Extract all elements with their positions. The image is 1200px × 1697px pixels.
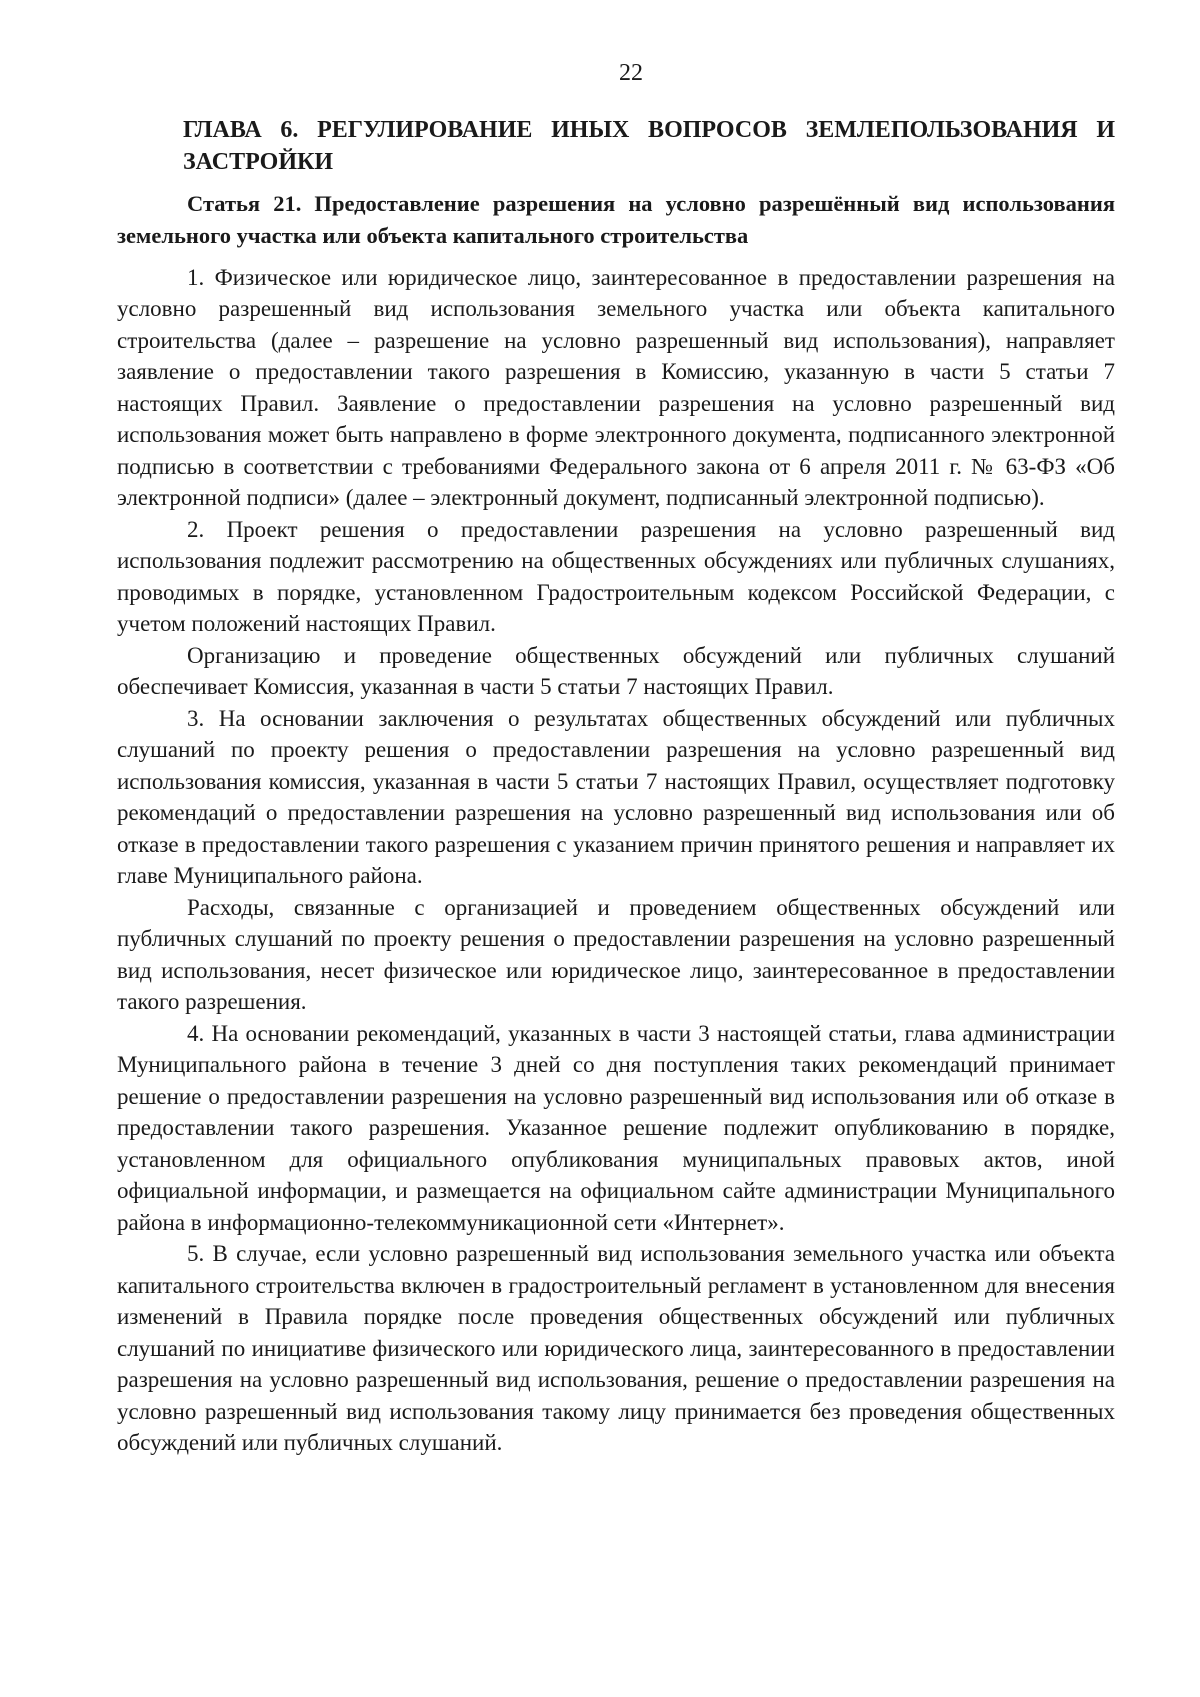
- chapter-title: ГЛАВА 6. РЕГУЛИРОВАНИЕ ИНЫХ ВОПРОСОВ ЗЕМЛЕПОЛЬЗОВАНИЯ И ЗАСТРОЙКИ: [183, 116, 1115, 175]
- paragraph-3: 3. На основании заключения о результатах общественных обсуждений или публичных слушаний по проекту решения о предоставлении разрешения на условно разрешенный вид использования комиссия, указанная в части 5 статьи 7 настоящих Правил, осуществляет подготовку рекомендаций о предоставлении разрешения на условно разрешенный вид использования или об отказе в предоставлении такого разрешения с указанием причин принятого решения и направляет их главе Муниципального района.: [117, 705, 1115, 889]
- paragraph-4: 4. На основании рекомендаций, указанных в части 3 настоящей статьи, глава администрации Муниципального района в течение 3 дней со дня поступления таких рекомендаций принимает решение о предоставлении разрешения на условно разрешенный вид использования или об отказе в предоставлении такого разрешения. Указанное решение подлежит опубликованию в порядке, установленном для официального опубликования муниципальных правовых актов, иной официальной информации, и размещается на официальном сайте администрации Муниципального района в информационно-телекоммуникационной сети «Интернет».: [117, 1020, 1115, 1235]
- paragraph-2-continuation: Организацию и проведение общественных обсуждений или публичных слушаний обеспечивает Комиссия, указанная в части 5 статьи 7 настоящих Правил.: [117, 642, 1115, 700]
- paragraph-1: 1. Физическое или юридическое лицо, заинтересованное в предоставлении разрешения на условно разрешенный вид использования земельного участка или объекта капитального строительства (далее – разрешение на условно разрешенный вид использования), направляет заявление о предоставлении такого разрешения в Комиссию, указанную в части 5 статьи 7 настоящих Правил. Заявление о предоставлении разрешения на условно разрешенный вид использования может быть направлено в форме электронного документа, подписанного электронной подписью в соответствии с требованиями Федерального закона от 6 апреля 2011 г. № 63-ФЗ «Об электронной подписи» (далее – электронный документ, подписанный электронной подписью).: [117, 264, 1115, 511]
- paragraph-3-continuation: Расходы, связанные с организацией и проведением общественных обсуждений или публичных слушаний по проекту решения о предоставлении разрешения на условно разрешенный вид использования, несет физическое или юридическое лицо, заинтересованное в предоставлении такого разрешения.: [117, 894, 1115, 1015]
- paragraph-5: 5. В случае, если условно разрешенный вид использования земельного участка или объекта капитального строительства включен в градостроительный регламент в установленном для внесения изменений в Правила порядке после проведения общественных обсуждений или публичных слушаний по инициативе физического или юридического лица, заинтересованного в предоставлении разрешения на условно разрешенный вид использования, решение о предоставлении разрешения на условно разрешенный вид использования такому лицу принимается без проведения общественных обсуждений или публичных слушаний.: [117, 1241, 1115, 1456]
- document-page: [117, 60, 1115, 1459]
- paragraph-2: 2. Проект решения о предоставлении разрешения на условно разрешенный вид использования подлежит рассмотрению на общественных обсуждениях или публичных слушаниях, проводимых в порядке, установленном Градостроительным кодексом Российской Федерации, с учетом положений настоящих Правил.: [117, 516, 1115, 637]
- article-title: Статья 21. Предоставление разрешения на условно разрешённый вид использования земельного участка или объекта капитального строительства: [117, 190, 1115, 248]
- page-number: 22: [619, 60, 643, 86]
